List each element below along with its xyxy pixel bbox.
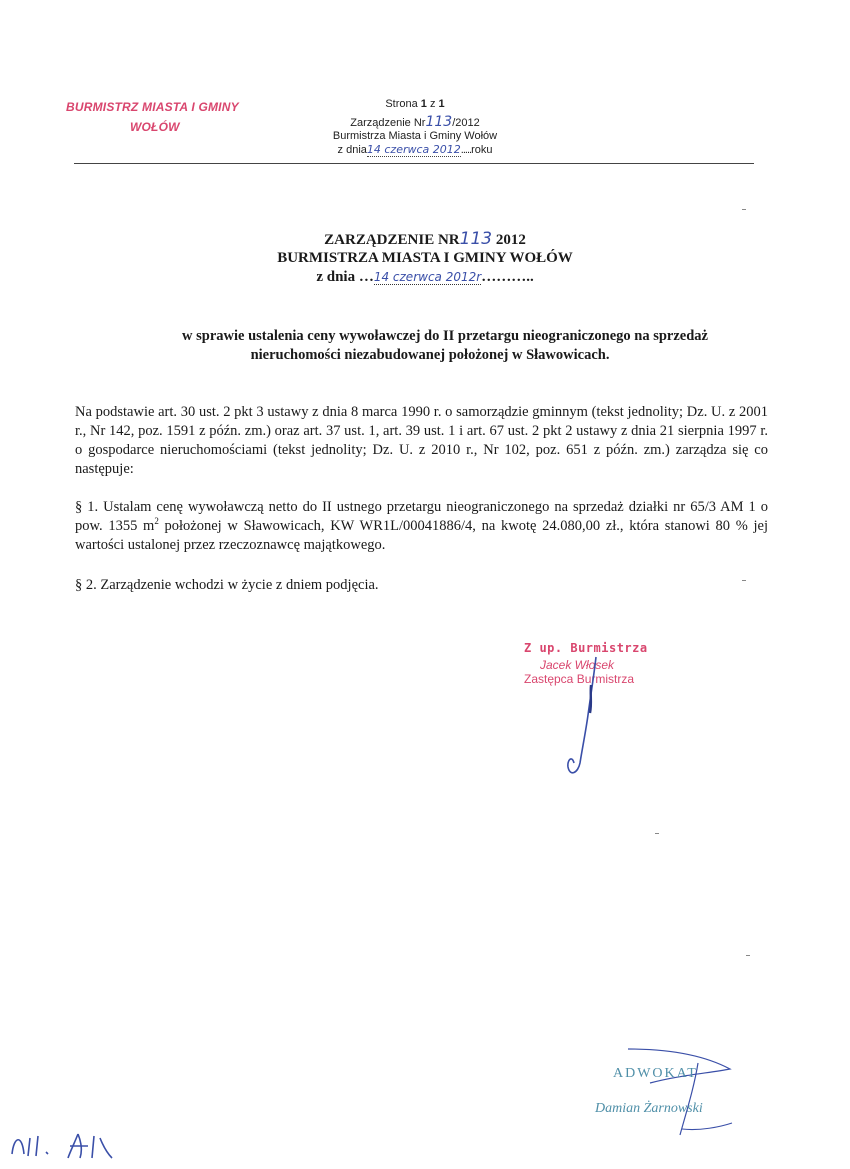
handwritten-date: 14 czerwca 2012r <box>373 270 482 284</box>
stamp-line-2: WOŁÓW <box>130 120 180 134</box>
stamp-line-1: BURMISTRZ MIASTA I GMINY <box>66 100 239 114</box>
handwritten-initials-icon <box>8 1124 138 1164</box>
scan-speck <box>746 955 750 956</box>
scan-speck <box>655 833 659 834</box>
signature-title: Zastępca Burmistrza <box>524 672 635 686</box>
scan-speck <box>742 209 746 210</box>
paragraph-1: § 1. Ustalam cenę wywoławczą netto do II ustnego przetargu nieograniczonego na sprzedaż działki nr 65/3 AM 1 o pow. 1355 $m^2$ położonej w Sławowicach, KW WR1L/00041886/4, na kwotę 24.080,00 zł., która stanowi 80 % jej wartości ustalonej przez rzeczoznawcę majątkowego. <box>75 499 768 553</box>
mayor-stamp <box>66 97 239 137</box>
signature-name: Jacek Włosek <box>540 658 615 672</box>
paragraph-2: § 2. Zarządzenie wchodzi w życie z dniem podjęcia. <box>75 577 379 593</box>
scan-speck <box>742 580 746 581</box>
lawyer-title: ADWOKAT <box>613 1066 698 1081</box>
document-subject: w sprawie ustalenia ceny wywoławczej do II przetargu nieograniczonego na sprzedaż nieruchomości niezabudowanej położonej w Sławowicach. <box>182 328 708 363</box>
handwritten-number: 113 <box>459 229 493 249</box>
issuer: Burmistrza Miasta i Gminy Wołów <box>332 130 498 142</box>
page-header <box>300 98 530 157</box>
signature-line-1: Z up. Burmistrza <box>524 641 648 655</box>
document-issuer: BURMISTRZA MIASTA I GMINY WOŁÓW <box>277 250 573 266</box>
ordinance-ref: Zarządzenie Nr113/2012 <box>350 114 480 130</box>
handwritten-signature-icon <box>560 655 610 780</box>
header-rule <box>74 163 754 164</box>
header-date: z dnia14 czerwca 2012.....roku <box>337 143 493 156</box>
handwritten-number: 113 <box>425 114 453 130</box>
document-date: z dnia …14 czerwca 2012r……….. <box>316 269 534 285</box>
lawyer-signature-icon <box>620 1043 740 1143</box>
handwritten-date: 14 czerwca 2012 <box>366 143 461 156</box>
document-title: ZARZĄDZENIE NR113 2012 <box>324 229 526 249</box>
lawyer-name: Damian Żarnowski <box>595 1101 703 1116</box>
page-counter: Strona 1 z 1 <box>385 98 445 110</box>
legal-basis-paragraph: Na podstawie art. 30 ust. 2 pkt 3 ustawy z dnia 8 marca 1990 r. o samorządzie gminnym (tekst jednolity; Dz. U. z 2001 r., Nr 142, poz. 1591 z późn. zm.) oraz art. 37 ust. 1, art. 39 ust. 1 i art. 67 ust. 2 pkt 2 ustawy z dnia 21 sierpnia 1997 r. o gospodarce nieruchomościami (tekst jednolity; Dz. U. z 2010 r., Nr 102, poz. 651 z późn. zm.) zarządza się co następuje: <box>75 404 768 477</box>
